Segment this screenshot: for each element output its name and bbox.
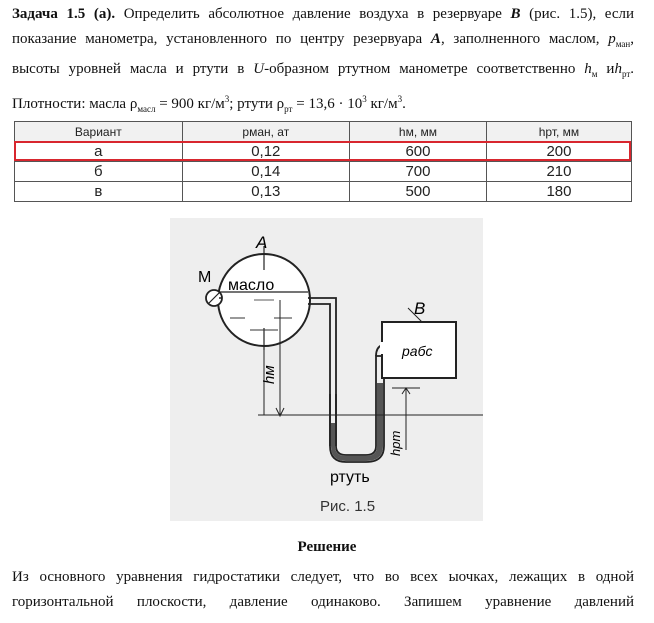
text: Определить абсолютное давление воздуха в резервуаре xyxy=(123,6,511,22)
cell: б xyxy=(15,162,183,182)
var-p: p xyxy=(608,31,616,47)
cell: 500 xyxy=(350,182,487,202)
text: кг/м xyxy=(366,96,398,112)
label-pabs: pабс xyxy=(402,343,433,359)
text: и xyxy=(597,61,615,77)
text: . xyxy=(402,96,406,112)
header-hm: hм, мм xyxy=(350,122,487,142)
table-row xyxy=(15,142,632,162)
label-oil: масло xyxy=(228,277,275,294)
cell: 210 xyxy=(486,162,631,182)
text: , xyxy=(630,31,634,47)
var-h: h xyxy=(614,61,622,77)
label-hm: hм xyxy=(261,365,278,384)
solution-line-2: горизонтальной плоскости, давление одинаково. Запишем уравнение давлений xyxy=(12,594,634,610)
u-tube-inner xyxy=(336,394,376,455)
var-h: h xyxy=(584,61,592,77)
task-line-1 xyxy=(12,2,634,27)
cell: 200 xyxy=(486,142,631,162)
solution-text xyxy=(12,565,634,615)
variants-table xyxy=(14,121,632,202)
cell: 180 xyxy=(486,182,631,202)
figure-1-5 xyxy=(170,218,483,521)
text: показание манометра, установленного по центру резервуара xyxy=(12,31,431,47)
task-line-2 xyxy=(12,27,634,57)
manometer-diagram xyxy=(170,218,483,521)
text: , заполненного маслом, xyxy=(440,31,609,47)
cell: в xyxy=(15,182,183,202)
task-line-3 xyxy=(12,57,634,87)
figure-caption: Рис. 1.5 xyxy=(320,498,376,515)
cell: 0,12 xyxy=(182,142,349,162)
text: = 13,6 · 10 xyxy=(292,96,363,112)
table-row xyxy=(15,162,632,182)
label-hrt: hрт xyxy=(388,430,403,456)
cell: 0,13 xyxy=(182,182,349,202)
text: ; ртути ρ xyxy=(229,96,285,112)
sup: 3 xyxy=(362,94,367,104)
header-hrt: hрт, мм xyxy=(486,122,631,142)
var-B: B xyxy=(510,6,521,22)
solution-line-1: Из основного уравнения гидростатики следует, что во всех ыочках, лежащих в одной xyxy=(12,569,634,585)
task-title: Задача 1.5 (а). xyxy=(12,6,116,22)
text: = 900 кг/м xyxy=(155,96,225,112)
cell: а xyxy=(15,142,183,162)
text: . xyxy=(630,61,635,77)
text: -образном ртутном манометре соответственно xyxy=(264,61,585,77)
label-M: M xyxy=(198,269,212,286)
text: Плотности: масла ρ xyxy=(12,96,138,112)
sub: масл xyxy=(137,104,156,114)
solution-title: Решение xyxy=(297,539,357,555)
sub: ман xyxy=(615,39,631,49)
sub: рт xyxy=(621,69,631,79)
cell: 700 xyxy=(350,162,487,182)
task-statement xyxy=(12,2,634,122)
task-line-4 xyxy=(12,87,634,122)
header-variant: Вариант xyxy=(15,122,183,142)
text: (рис. 1.5), если xyxy=(520,6,635,22)
var-U: U xyxy=(253,61,265,77)
sub: рт xyxy=(284,104,293,114)
sub: м xyxy=(591,69,598,79)
sup: 3 xyxy=(397,94,403,104)
pipe-inner xyxy=(308,304,330,446)
sup: 3 xyxy=(224,94,230,104)
table-row xyxy=(15,182,632,202)
header-pman: pман, ат xyxy=(182,122,349,142)
table-header-row xyxy=(15,122,632,142)
cell: 0,14 xyxy=(182,162,349,182)
label-B: B xyxy=(414,299,426,318)
var-A: A xyxy=(430,31,441,47)
cell: 600 xyxy=(350,142,487,162)
label-A: A xyxy=(256,233,268,252)
label-mercury: ртуть xyxy=(330,469,370,486)
text: высоты уровней масла и ртути в xyxy=(12,61,254,77)
